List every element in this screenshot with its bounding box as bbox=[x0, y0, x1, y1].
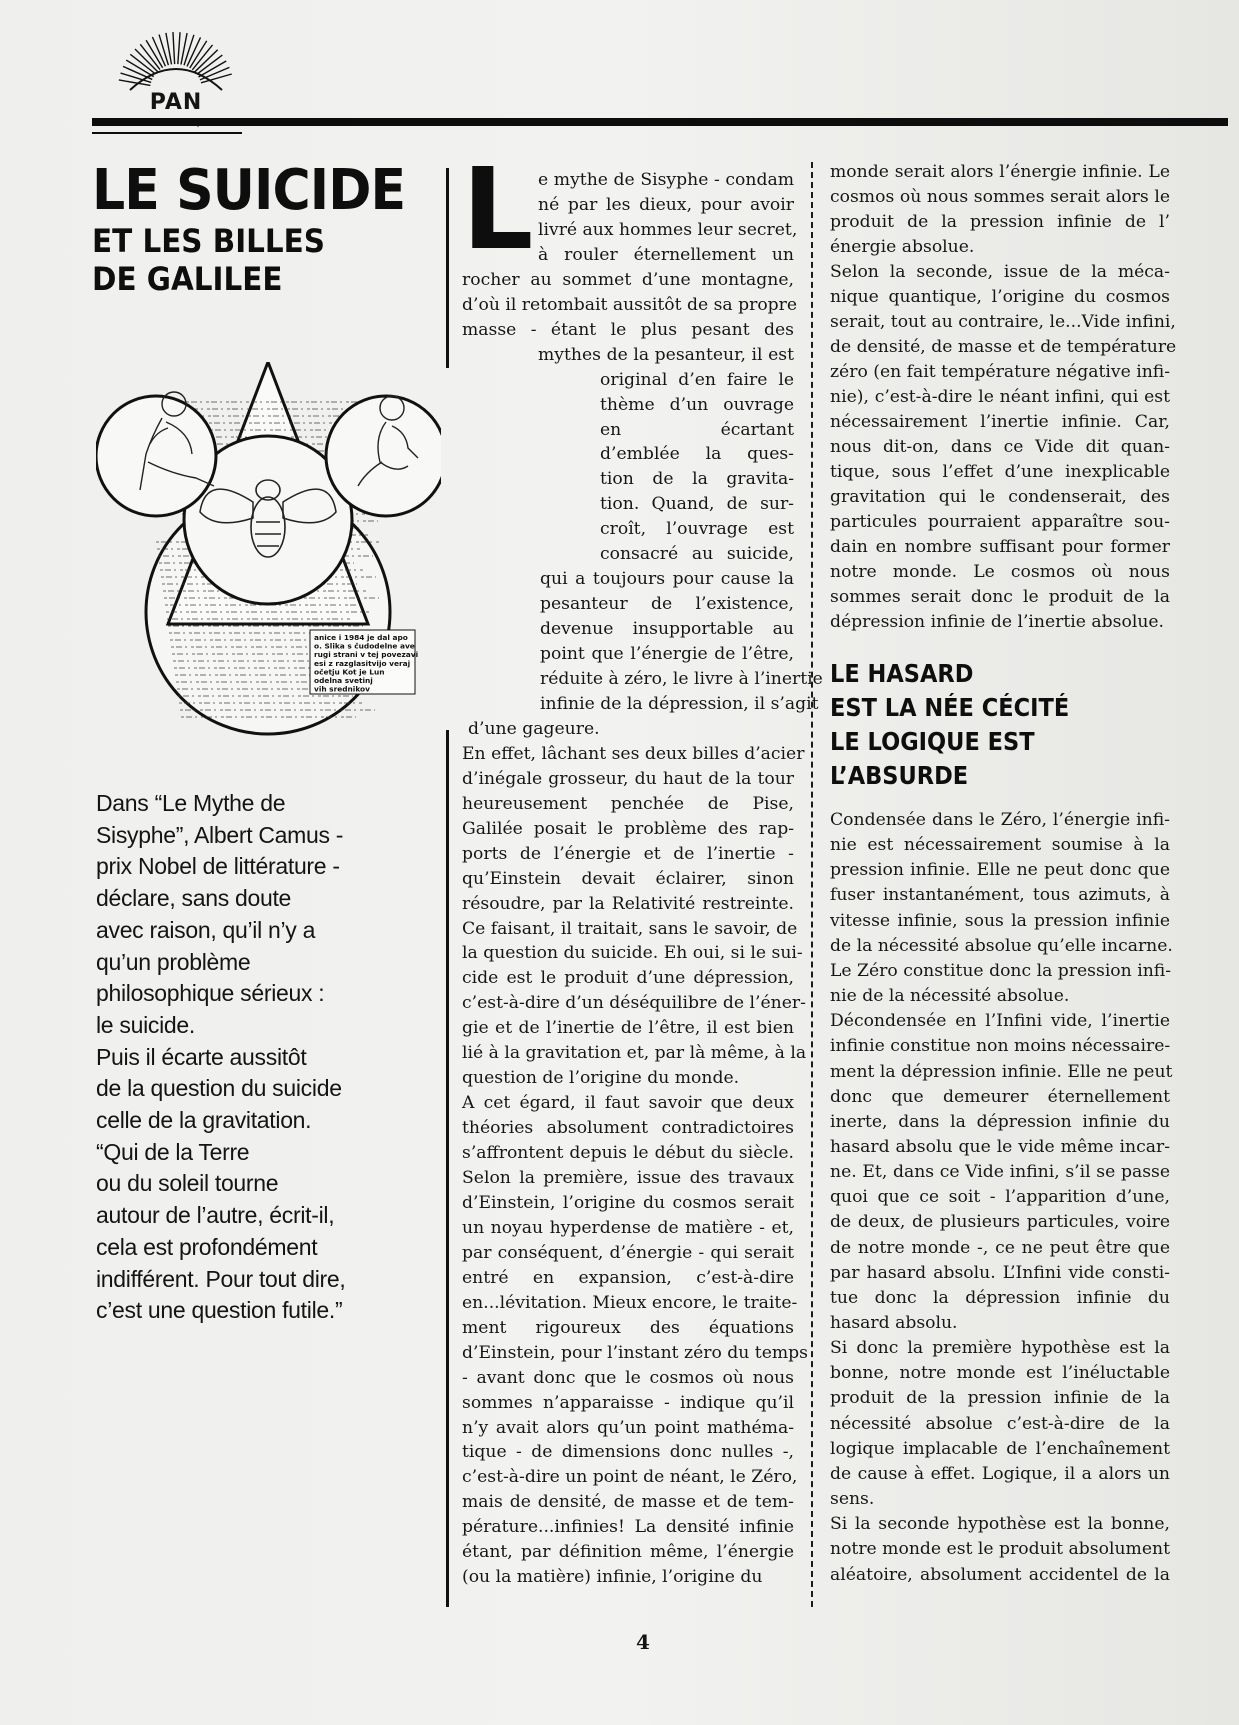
body-text-line: Selon la première, issue des travaux bbox=[462, 1168, 794, 1188]
body-text-line: d’emblée la ques- bbox=[600, 444, 794, 465]
body-text-line: réduite à zéro, le livre à l’inertie bbox=[540, 669, 823, 689]
body-text-line: tique - de dimensions donc nulles -, bbox=[462, 1442, 794, 1463]
pull-quote-line: prix Nobel de littérature - bbox=[96, 853, 340, 880]
pull-quote-line: c’est une question futile.” bbox=[96, 1297, 343, 1324]
body-text-line: dépression infinie de l’inertie absolue. bbox=[830, 612, 1165, 632]
body-text-line: e mythe de Sisyphe - condam bbox=[538, 170, 794, 190]
body-text-line: quoi que ce soit - l’apparition d’une, bbox=[830, 1187, 1170, 1208]
pull-quote-line: Puis il écarte aussitôt bbox=[96, 1043, 307, 1070]
pull-quote-line: celle de la gravitation. bbox=[96, 1107, 312, 1134]
body-text-line: ne. Et, dans ce Vide infini, s’il se passe bbox=[830, 1162, 1170, 1183]
body-text-line: vitesse infinie, sous la pression infinie bbox=[830, 910, 1170, 931]
illustration-caption-line: anice i 1984 je dal apo bbox=[314, 633, 408, 642]
body-text-line: tion. Quand, de sur- bbox=[600, 494, 794, 515]
column-rule bbox=[446, 730, 449, 1607]
body-text-line: nécessairement l’inertie infinie. Car, bbox=[830, 412, 1170, 432]
body-text-line: qu’Einstein devait éclairer, sinon bbox=[462, 868, 794, 889]
pull-quote-line: Dans “Le Mythe de bbox=[96, 790, 286, 816]
pull-quote-line: le suicide. bbox=[96, 1011, 195, 1038]
body-text-line: nique quantique, l’origine du cosmos bbox=[830, 287, 1170, 307]
body-text-line: original d’en faire le bbox=[600, 369, 794, 390]
header-rule-thin bbox=[92, 132, 242, 134]
body-text-line: résoudre, par la Relativité restreinte. bbox=[462, 893, 794, 914]
body-text-line: logique implacable de l’enchaînement bbox=[830, 1438, 1170, 1459]
pull-quote-line: de la question du suicide bbox=[96, 1075, 342, 1102]
body-text-line: né par les dieux, pour avoir bbox=[538, 194, 794, 215]
body-text-line: ment la dépression infinie. Elle ne peut bbox=[830, 1061, 1173, 1082]
body-text-line: Condensée dans le Zéro, l’énergie infi- bbox=[830, 810, 1170, 830]
body-text-line: en écartant bbox=[600, 419, 794, 440]
illustration-caption-line: odelna svetinj bbox=[314, 676, 373, 685]
body-text-line: énergie absolue. bbox=[830, 237, 975, 257]
column-rule-dashed bbox=[811, 162, 813, 1607]
body-text-line: gravitation qui le condenserait, des bbox=[830, 487, 1170, 507]
body-text-line: en...lévitation. Mieux encore, le traite- bbox=[462, 1292, 798, 1313]
body-text-line: particules pourraient apparaître sou- bbox=[830, 512, 1170, 532]
column-rule bbox=[446, 168, 449, 368]
body-text-line: qui a toujours pour cause la bbox=[540, 569, 794, 590]
body-text-line: n’y avait alors qu’un point mathéma- bbox=[462, 1417, 794, 1438]
body-text-line: de cause à effet. Logique, il a alors un bbox=[830, 1463, 1170, 1484]
body-text-line: question de l’origine du monde. bbox=[462, 1068, 740, 1089]
body-text-line: de la nécessité absolue qu’elle incarne. bbox=[830, 935, 1173, 956]
body-text-line: pesanteur de l’existence, bbox=[540, 594, 794, 615]
logo-title: PAN bbox=[149, 90, 203, 115]
pull-quote-line: indifférent. Pour tout dire, bbox=[96, 1265, 346, 1292]
body-text-line: masse - étant le plus pesant des bbox=[462, 319, 794, 340]
pull-quote-line: qu’un problème bbox=[96, 948, 251, 975]
body-text-line: Selon la seconde, issue de la méca- bbox=[830, 262, 1170, 282]
body-text-line: pérature...infinies! La densité infinie bbox=[462, 1517, 794, 1538]
body-text-line: infinie constitue non moins nécessaire- bbox=[830, 1036, 1171, 1057]
pull-quote bbox=[96, 788, 436, 1327]
headline-line-1: LE SUICIDE bbox=[92, 158, 406, 223]
body-text-line: inerte, dans la dépression infinie du bbox=[830, 1111, 1170, 1132]
body-text-line: dain en nombre suffisant pour former bbox=[830, 537, 1170, 557]
body-text-line: gie et de l’inertie de l’être, il est bien bbox=[462, 1018, 794, 1039]
body-text-line: zéro (en fait température négative infi- bbox=[830, 362, 1171, 382]
body-text-line: produit de la pression infinie de la bbox=[830, 1388, 1170, 1409]
body-text-line: d’inégale grosseur, du haut de la tour bbox=[462, 768, 794, 789]
body-text-line: fuser instantanément, tous azimuts, à bbox=[830, 885, 1170, 906]
pull-quote-line: cela est profondément bbox=[96, 1233, 318, 1260]
body-text-line: croît, l’ouvrage est bbox=[600, 519, 794, 540]
body-text-line: notre monde est le produit absolument bbox=[830, 1539, 1170, 1560]
body-text-line: d’Einstein, l’origine du cosmos serait bbox=[462, 1192, 794, 1213]
body-text-line: thème d’un ouvrage bbox=[600, 394, 794, 415]
body-text-line: monde serait alors l’énergie infinie. Le bbox=[830, 162, 1170, 182]
body-text-line: c’est-à-dire un point de néant, le Zéro, bbox=[462, 1467, 798, 1488]
pull-quote-line: avec raison, qu’il n’y a bbox=[96, 916, 316, 943]
body-text-line: Galilée posait le problème des rap- bbox=[462, 818, 794, 839]
body-text-line: de deux, de plusieurs particules, voire bbox=[830, 1212, 1170, 1233]
illustration-caption-line: esi z razglasitvijo veraj bbox=[314, 658, 411, 668]
body-text-line: étant, par définition même, l’énergie bbox=[462, 1542, 794, 1563]
pull-quote-line: ou du soleil tourne bbox=[96, 1170, 279, 1197]
drop-cap: L bbox=[462, 145, 534, 275]
body-text-line: nous dit-on, dans ce Vide dit quan- bbox=[830, 437, 1170, 457]
body-text-line: livré aux hommes leur secret, bbox=[538, 219, 798, 240]
circles-illustration bbox=[96, 362, 441, 740]
body-text-line: s’affrontent depuis le début du siècle. bbox=[462, 1143, 794, 1164]
subheading-line: EST LA NÉE CÉCITÉ bbox=[830, 693, 1070, 722]
subheading-line: LE HASARD bbox=[830, 659, 974, 688]
body-text-line: sommes serait donc le produit de la bbox=[830, 587, 1170, 607]
body-text-line: par hasard absolu. L’Infini vide consti- bbox=[830, 1262, 1170, 1283]
body-text-line: (ou la matière) infinie, l’origine du bbox=[462, 1567, 763, 1588]
body-text-line: Ce faisant, il traitait, sans le savoir, de bbox=[462, 918, 798, 939]
body-text-line: tique, sous l’effet d’une inexplicable bbox=[830, 462, 1170, 482]
pull-quote-line: “Qui de la Terre bbox=[96, 1138, 250, 1165]
body-text-line: cide est le produit d’une dépression, bbox=[462, 968, 794, 989]
body-text-line: hasard absolu. bbox=[830, 1313, 958, 1333]
body-text-line: un noyau hyperdense de matière - et, bbox=[462, 1217, 794, 1238]
body-text-line: entré en expansion, c’est-à-dire bbox=[462, 1267, 794, 1288]
body-text-line: ports de l’énergie et de l’inertie - bbox=[462, 843, 794, 864]
pull-quote-line: autour de l’autre, écrit-il, bbox=[96, 1202, 335, 1229]
body-text-line: sens. bbox=[830, 1489, 875, 1510]
subheading-line: L’ABSURDE bbox=[830, 761, 969, 790]
body-text-line: tion de la gravita- bbox=[600, 469, 794, 490]
body-text-line: d’où il retombait aussitôt de sa propre bbox=[462, 294, 798, 315]
body-text-line: d’une gageure. bbox=[468, 718, 600, 739]
body-text-line: mais de densité, de masse et de tem- bbox=[462, 1492, 794, 1513]
body-text-line: bonne, notre monde est l’inéluctable bbox=[830, 1363, 1170, 1384]
body-text-line: nie de la nécessité absolue. bbox=[830, 986, 1070, 1007]
headline-line-2: ET LES BILLES bbox=[92, 222, 325, 260]
body-text-line: point que l’énergie de l’être, bbox=[540, 644, 794, 665]
body-text-line: Décondensée en l’Infini vide, l’inertie bbox=[830, 1011, 1170, 1032]
body-text-line: de notre monde -, ce ne peut être que bbox=[830, 1237, 1170, 1258]
body-text-line: En effet, lâchant ses deux billes d’acier bbox=[462, 743, 805, 764]
body-text-line: - avant donc que le cosmos où nous bbox=[462, 1367, 794, 1388]
body-text-line: notre monde. Le cosmos où nous bbox=[830, 562, 1170, 582]
body-text-line: d’Einstein, pour l’instant zéro du temps bbox=[462, 1342, 808, 1363]
body-text-line: infinie de la dépression, il s’agit bbox=[540, 693, 819, 714]
page-number: 4 bbox=[636, 1630, 650, 1654]
illustration bbox=[96, 362, 441, 740]
body-text-line: serait, tout au contraire, le...Vide infini, bbox=[830, 312, 1176, 332]
illustration-caption-line: o. Slika s čudodelne ave bbox=[314, 641, 415, 651]
body-text-line: heureusement penchée de Pise, bbox=[462, 793, 794, 814]
body-text-line: Le Zéro constitue donc la pression infi- bbox=[830, 960, 1172, 981]
body-text-line: Si la seconde hypothèse est la bonne, bbox=[830, 1514, 1170, 1535]
body-text-line: A cet égard, il faut savoir que deux bbox=[462, 1093, 794, 1114]
body-text-line: c’est-à-dire d’un déséquilibre de l’éner- bbox=[462, 993, 806, 1014]
body-text-line: cosmos où nous sommes serait alors le bbox=[830, 187, 1170, 207]
body-text-line: Si donc la première hypothèse est la bbox=[830, 1338, 1170, 1359]
body-text-line: lié à la gravitation et, par là même, à la bbox=[462, 1043, 807, 1064]
article-headline bbox=[92, 160, 432, 298]
body-text-line: consacré au suicide, bbox=[600, 544, 794, 565]
subheading-line: LE LOGIQUE EST bbox=[830, 727, 1035, 756]
body-text-line: nie est nécessairement soumise à la bbox=[830, 835, 1170, 856]
body-text-line: nie), c’est-à-dire le néant infini, qui est bbox=[830, 387, 1170, 407]
body-text-line: mythes de la pesanteur, il est bbox=[538, 344, 794, 365]
body-text-line: hasard absolu que le vide même incar- bbox=[830, 1136, 1170, 1157]
body-text-line: pression infinie. Elle ne peut donc que bbox=[830, 860, 1170, 881]
headline-line-3: DE GALILEE bbox=[92, 260, 283, 298]
body-text-line: de densité, de masse et de température bbox=[830, 337, 1177, 357]
body-text-line: ment rigoureux des équations bbox=[462, 1317, 794, 1338]
body-text-line: théories absolument contradictoires bbox=[462, 1118, 794, 1139]
header-rule bbox=[92, 118, 1228, 126]
body-text-line: donc que demeurer éternellement bbox=[830, 1086, 1170, 1107]
body-text-line: par conséquent, d’énergie - qui serait bbox=[462, 1242, 794, 1263]
pull-quote-line: déclare, sans doute bbox=[96, 885, 292, 912]
body-text-line: à rouler éternellement un bbox=[538, 244, 794, 265]
body-text-line: devenue insupportable au bbox=[540, 619, 794, 640]
body-text-line: tue donc la dépression infinie du bbox=[830, 1287, 1170, 1308]
body-text-line: rocher au sommet d’une montagne, bbox=[462, 269, 794, 290]
pull-quote-line: Sisyphe”, Albert Camus - bbox=[96, 821, 344, 848]
illustration-caption-line: rugi strani v tej povezavi bbox=[314, 650, 419, 660]
body-text-line: aléatoire, absolument accidentel de la bbox=[830, 1564, 1170, 1585]
pull-quote-line: philosophique sérieux : bbox=[96, 980, 325, 1007]
body-text-line: nécessité absolue c’est-à-dire de la bbox=[830, 1413, 1170, 1434]
illustration-caption-line: očetju Kot je Lun bbox=[314, 667, 385, 677]
body-text-line: la question du suicide. Eh oui, si le sui- bbox=[462, 943, 803, 964]
body-text-line: sommes n’apparaisse - indique qu’il bbox=[462, 1392, 794, 1413]
illustration-caption-line: vih srednikov bbox=[314, 684, 370, 694]
body-text-line: produit de la pression infinie de l’ bbox=[830, 212, 1170, 232]
